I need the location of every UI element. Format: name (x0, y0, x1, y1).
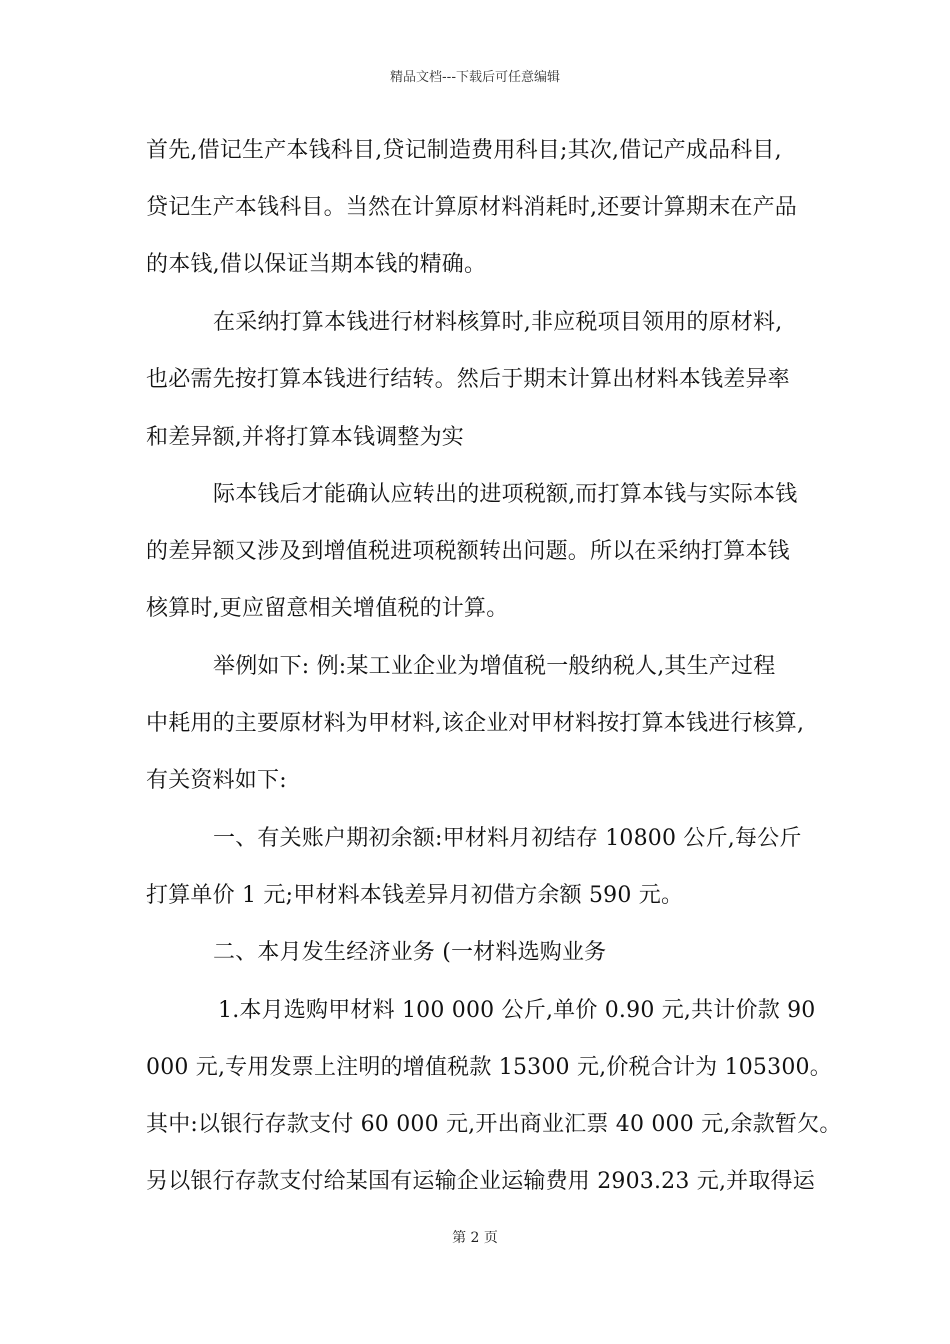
text-line: 000 元,专用发票上注明的增值税款 15300 元,价税合计为 105300。 (146, 1055, 832, 1080)
text-line: 举例如下: 例:某工业企业为增值税一般纳税人,其生产过程 (213, 654, 776, 679)
text-line: 其中:以银行存款支付 60 000 元,开出商业汇票 40 000 元,余款暂欠。 (146, 1112, 842, 1137)
text-line: 际本钱后才能确认应转出的进项税额,而打算本钱与实际本钱 (213, 482, 798, 507)
text-line: 首先,借记生产本钱科目,贷记制造费用科目;其次,借记产成品科目, (146, 138, 782, 163)
text-line: 的本钱,借以保证当期本钱的精确。 (146, 252, 487, 277)
text-line: 的差异额又涉及到增值税进项税额转出问题。所以在采纳打算本钱 (146, 539, 790, 564)
text-line: 一、有关账户期初余额:甲材料月初结存 10800 公斤,每公斤 (213, 826, 802, 851)
text-line: 在采纳打算本钱进行材料核算时,非应税项目领用的原材料, (213, 310, 783, 335)
page-header: 精品文档---下载后可任意编辑 (389, 70, 561, 85)
text-line: 打算单价 1 元;甲材料本钱差异月初借方余额 590 元。 (146, 883, 684, 908)
text-line: 和差异额,并将打算本钱调整为实 (146, 425, 464, 450)
text-line: 二、本月发生经济业务 (一材料选购业务 (213, 940, 607, 965)
text-line: 也必需先按打算本钱进行结转。然后于期末计算出材料本钱差异率 (146, 367, 790, 392)
text-line: 核算时,更应留意相关增值税的计算。 (146, 596, 509, 621)
text-line: 另以银行存款支付给某国有运输企业运输费用 2903.23 元,并取得运 (146, 1169, 815, 1194)
text-line: 有关资料如下: (146, 768, 287, 793)
text-line: 1.本月选购甲材料 100 000 公斤,单价 0.90 元,共计价款 90 (218, 998, 816, 1023)
page-number: 第 2 页 (452, 1230, 498, 1246)
text-line: 贷记生产本钱科目。当然在计算原材料消耗时,还要计算期末在产品 (146, 195, 797, 220)
text-line: 中耗用的主要原材料为甲材料,该企业对甲材料按打算本钱进行核算, (146, 711, 805, 736)
